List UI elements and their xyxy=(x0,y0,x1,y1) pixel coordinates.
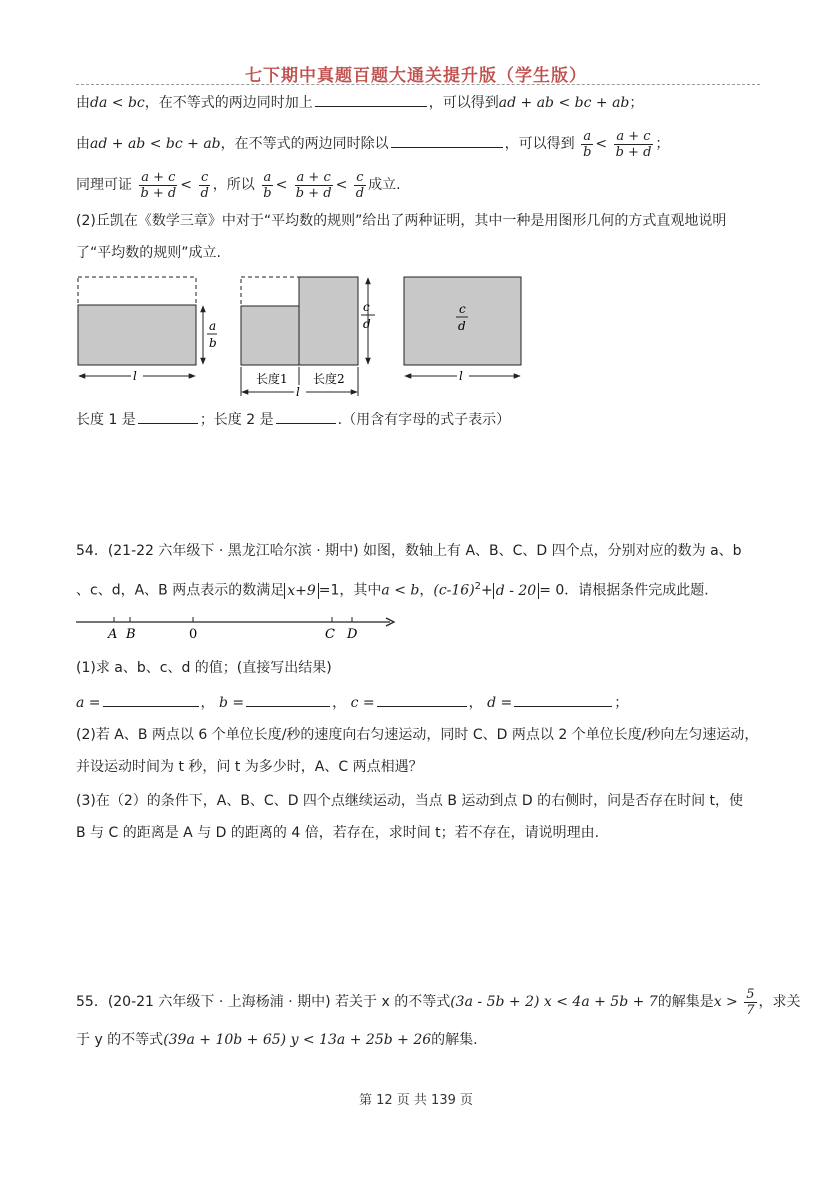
text: ； xyxy=(614,695,629,711)
math: < xyxy=(275,177,288,193)
p54-q3-line-1: (3)在（2）的条件下，A、B、C、D 四个点继续运动，当点 B 运动到点 D 的右侧时，问是否存在时间 t，使 xyxy=(76,793,744,809)
fig1-filled-rect xyxy=(78,305,196,365)
label-A: A xyxy=(108,627,118,642)
text: ，在不等式的两边同时加上 xyxy=(144,95,313,111)
text: ； xyxy=(655,136,670,152)
p54-q2-line-1: (2)若 A、B 两点以 6 个单位长度/秒的速度向右匀速运动，同时 C、D 两点以 2 个单位长度/秒向左匀速运动， xyxy=(76,727,759,743)
text: 于 y 的不等式 xyxy=(76,1032,164,1048)
text: 55．(20-21 六年级下 · 上海杨浦 · 期中) 若关于 x 的不等式 xyxy=(76,994,451,1010)
text: ， xyxy=(468,695,483,711)
math: ad + ab < bc + ab xyxy=(498,95,630,111)
fig2-dashed-rect xyxy=(241,277,299,306)
header-divider xyxy=(76,84,760,85)
text: 的解集是 xyxy=(657,994,714,1010)
fraction-den: b + d xyxy=(140,185,177,201)
answer-blank-c[interactable] xyxy=(377,692,467,707)
exponent: 2 xyxy=(474,581,482,592)
math: d = xyxy=(487,695,513,711)
fig2-length1-label: 长度1 xyxy=(256,372,288,386)
p53-part2-line-2: 了“平均数的规则”成立. xyxy=(76,245,221,261)
label-D: D xyxy=(347,627,358,642)
text: ，所以 xyxy=(212,177,255,193)
absolute-value: x+9 xyxy=(284,583,319,599)
fig1-height-num: a xyxy=(209,319,217,333)
figure-3 xyxy=(404,277,521,383)
fig3-width-label: l xyxy=(459,369,463,383)
p55-line-2 xyxy=(76,1030,478,1050)
text: =1，其中 xyxy=(318,582,382,599)
p54-q3-line-2: B 与 C 的距离是 A 与 D 的距离的 4 倍，若存在，求时间 t；若不存在，请说明理由. xyxy=(76,825,600,841)
p54-q1-answers xyxy=(76,692,628,713)
answer-blank-d[interactable] xyxy=(514,692,612,707)
math: < xyxy=(595,136,608,152)
p53-answer-line xyxy=(76,409,510,430)
math: ad + ab < bc + ab xyxy=(90,136,221,152)
number-line xyxy=(72,612,402,642)
fig2-length2-label: 长度2 xyxy=(313,372,345,386)
answer-blank-length2[interactable] xyxy=(276,409,336,424)
fig2-height-num: c xyxy=(363,300,370,314)
fraction xyxy=(581,129,593,160)
fig2-right-rect xyxy=(299,277,358,365)
fraction-num: c xyxy=(200,169,209,185)
p53-line-2 xyxy=(76,128,669,160)
fig1-height-den: b xyxy=(209,336,217,350)
average-rule-figure xyxy=(70,270,540,402)
math: (39a + 10b + 65) y < 13a + 25b + 26 xyxy=(163,1032,432,1048)
text: ，可以得到 xyxy=(428,95,499,111)
fig2-width-label: l xyxy=(296,385,300,399)
fig3-center-den: d xyxy=(458,319,466,333)
text: 由 xyxy=(76,95,90,111)
fraction-num: a xyxy=(263,169,272,185)
fig3-center-num: c xyxy=(459,302,466,316)
text: ，在不等式的两边同时除以 xyxy=(220,136,389,152)
math: + xyxy=(481,582,493,599)
p53-line-3 xyxy=(76,169,401,201)
fraction-num: a + c xyxy=(141,169,176,185)
p53-line-1 xyxy=(76,92,643,113)
answer-blank[interactable] xyxy=(315,92,427,107)
math: (c-16) xyxy=(433,582,475,599)
text: 长度 1 是 xyxy=(76,412,136,428)
label-C: C xyxy=(325,627,335,642)
fraction-num: a xyxy=(583,128,592,144)
p54-q2-line-2: 并设运动时间为 t 秒，问 t 为多少时，A、C 两点相遇？ xyxy=(76,759,423,775)
page-footer: 第 12 页 共 139 页 xyxy=(358,1093,474,1108)
math: a = xyxy=(76,695,101,711)
math: da < bc xyxy=(90,95,145,111)
fraction-den: b xyxy=(583,144,592,160)
fraction xyxy=(294,170,334,201)
answer-blank-a[interactable] xyxy=(103,692,199,707)
fraction-den: d xyxy=(200,185,209,201)
fraction-num: 5 xyxy=(746,986,755,1002)
fraction-num: a + c xyxy=(616,128,651,144)
answer-blank-b[interactable] xyxy=(246,692,330,707)
fraction-den: 7 xyxy=(746,1002,755,1018)
figure-2 xyxy=(241,277,375,399)
fig1-dashed-rect xyxy=(78,277,196,305)
text: 成立. xyxy=(368,177,401,193)
answer-blank-length1[interactable] xyxy=(138,409,198,424)
text: ， xyxy=(419,582,434,599)
text: = 0．请根据条件完成此题. xyxy=(539,582,709,599)
text: 的解集. xyxy=(431,1032,478,1048)
fraction xyxy=(614,129,654,160)
label-B: B xyxy=(126,627,136,642)
text: ，求关 xyxy=(758,994,801,1010)
text: 同理可证 xyxy=(76,177,132,193)
fraction xyxy=(198,170,210,201)
text: ，可以得到 xyxy=(504,136,575,152)
fraction xyxy=(261,170,273,201)
p55-line-1 xyxy=(76,986,801,1018)
math: a < b xyxy=(381,582,420,599)
text: .（用含有字母的式子表示） xyxy=(337,412,511,428)
fraction-den: b + d xyxy=(615,144,652,160)
fig2-left-rect xyxy=(241,306,299,365)
fraction-num: a + c xyxy=(296,169,331,185)
math: x > xyxy=(713,994,738,1010)
math: < xyxy=(335,177,348,193)
p54-line-2 xyxy=(76,577,709,601)
page-header-title: 七下期中真题百题大通关提升版（学生版） xyxy=(245,66,587,86)
fraction-den: b + d xyxy=(295,185,332,201)
text: ， xyxy=(200,695,215,711)
fraction xyxy=(138,170,178,201)
text: ； xyxy=(629,95,644,111)
p53-part2-line-1: (2)丘凯在《数学三章》中对于“平均数的规则”给出了两种证明，其中一种是用图形几何的方式直观地说明 xyxy=(76,213,727,229)
fig2-height-den: d xyxy=(363,317,371,331)
p54-q1: (1)求 a、b、c、d 的值；(直接写出结果) xyxy=(76,660,332,676)
label-0: 0 xyxy=(189,627,198,642)
math: c = xyxy=(350,695,375,711)
fraction-den: b xyxy=(263,185,272,201)
text: ；长度 2 是 xyxy=(199,412,274,428)
text: 由 xyxy=(76,136,90,152)
math: (3a - 5b + 2) x < 4a + 5b + 7 xyxy=(450,994,658,1010)
math: < xyxy=(180,177,192,193)
figure-1 xyxy=(78,277,217,383)
math: b = xyxy=(218,695,245,711)
p54-line-1: 54．(21-22 六年级下 · 黑龙江哈尔滨 · 期中) 如图，数轴上有 A、B、C、D 四个点，分别对应的数为 a、b xyxy=(76,543,742,559)
answer-blank[interactable] xyxy=(391,133,503,148)
absolute-value: d - 20 xyxy=(493,583,539,599)
fraction-den: d xyxy=(355,185,365,201)
fig1-width-label: l xyxy=(133,369,137,383)
fraction xyxy=(354,170,366,201)
fraction-num: c xyxy=(356,169,364,185)
text: 、c、d，A、B 两点表示的数满足 xyxy=(76,582,285,599)
fraction xyxy=(744,987,756,1018)
text: ， xyxy=(332,695,347,711)
